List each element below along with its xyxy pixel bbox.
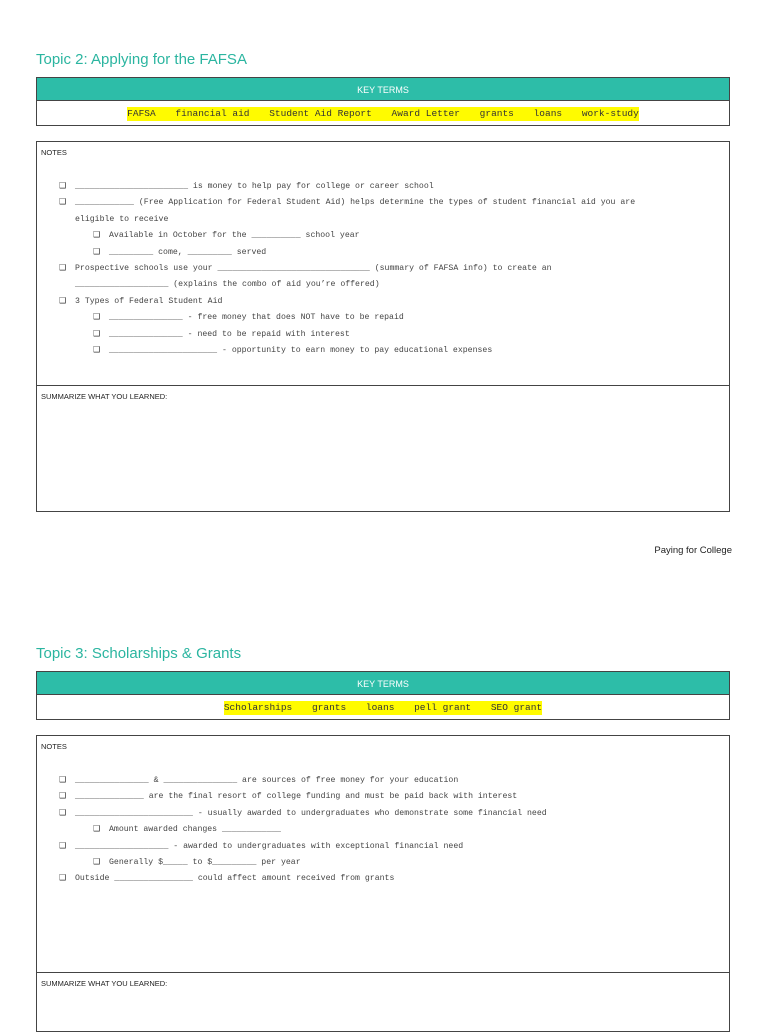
checkbox-bullet-icon: ❑ — [59, 263, 67, 272]
key-term: loans — [365, 702, 395, 713]
note-line: Available in October for the __________ school year — [109, 231, 360, 241]
notes-label: NOTES — [41, 148, 67, 157]
topic-2-notes-box[interactable] — [36, 141, 730, 386]
topic-3-notes-box[interactable] — [36, 735, 730, 973]
note-line: _______________ & _______________ are sources of free money for your education — [75, 776, 459, 785]
note-line: Amount awarded changes ____________ — [109, 825, 281, 835]
key-term: Award Letter — [391, 108, 460, 119]
note-line: Generally $_____ to $_________ per year — [109, 858, 301, 867]
topic-3-key-terms-header: KEY TERMS — [36, 671, 730, 695]
note-line: Prospective schools use your _______________________________ (summary of FAFSA info) to create an — [75, 264, 552, 273]
note-line: ______________ are the final resort of college funding and must be paid back with interest — [75, 792, 518, 802]
checkbox-bullet-icon: ❑ — [93, 328, 101, 338]
topic-2-key-terms-list — [127, 107, 639, 121]
checkbox-bullet-icon: ❑ — [59, 197, 67, 207]
topic-2-key-terms-header: KEY TERMS — [36, 77, 730, 101]
checkbox-bullet-icon: ❑ — [59, 873, 67, 883]
note-line: _________ come, _________ served — [109, 247, 267, 257]
checkbox-bullet-icon: ❑ — [93, 857, 101, 866]
topic-3-key-terms-list — [224, 701, 542, 715]
note-line: ___________________ (explains the combo of aid you’re offered) — [75, 280, 380, 290]
key-term: Scholarships — [223, 702, 293, 713]
key-term: grants — [311, 702, 347, 713]
page-footer: Paying for College — [654, 545, 732, 556]
note-line: _______________ - free money that does NOT have to be repaid — [109, 313, 404, 323]
note-line: _______________ - need to be repaid with interest — [109, 329, 350, 339]
checkbox-bullet-icon: ❑ — [59, 791, 67, 801]
note-line: eligible to receive — [75, 214, 169, 224]
key-term: SEO grant — [490, 702, 543, 713]
note-line: ___________________ - awarded to undergraduates with exceptional financial need — [75, 841, 464, 851]
key-term: financial aid — [175, 108, 250, 119]
key-term: pell grant — [414, 702, 472, 713]
topic-3-summary-box[interactable] — [36, 972, 730, 1032]
key-term: FAFSA — [127, 108, 156, 119]
topic-2-title: Topic 2: Applying for the FAFSA — [36, 51, 247, 68]
checkbox-bullet-icon: ❑ — [59, 775, 67, 784]
checkbox-bullet-icon: ❑ — [59, 807, 67, 817]
note-line: Outside ________________ could affect amount received from grants — [75, 874, 395, 884]
summary-label: SUMMARIZE WHAT YOU LEARNED: — [41, 392, 168, 401]
notes-label: NOTES — [41, 742, 67, 751]
checkbox-bullet-icon: ❑ — [59, 181, 67, 190]
note-line: ____________ (Free Application for Federal Student Aid) helps determine the types of student financial aid you are — [75, 198, 636, 208]
key-term: Student Aid Report — [269, 108, 372, 119]
note-line: ________________________ - usually awarded to undergraduates who demonstrate some financial need — [75, 808, 547, 818]
checkbox-bullet-icon: ❑ — [93, 345, 101, 354]
checkbox-bullet-icon: ❑ — [59, 295, 67, 305]
note-line: _______________________ is money to help pay for college or career school — [75, 182, 434, 191]
checkbox-bullet-icon: ❑ — [59, 840, 67, 850]
note-line: 3 Types of Federal Student Aid — [75, 296, 223, 306]
topic-2-key-terms-row — [36, 100, 730, 126]
checkbox-bullet-icon: ❑ — [93, 246, 101, 256]
topic-3-key-terms-row — [36, 694, 730, 720]
checkbox-bullet-icon: ❑ — [93, 312, 101, 322]
checkbox-bullet-icon: ❑ — [93, 230, 101, 240]
checkbox-bullet-icon: ❑ — [93, 824, 101, 834]
key-term: grants — [479, 108, 514, 119]
key-term: work-study — [581, 108, 639, 119]
summary-label: SUMMARIZE WHAT YOU LEARNED: — [41, 979, 168, 988]
topic-2-summary-box[interactable] — [36, 385, 730, 512]
key-term: loans — [533, 108, 563, 119]
note-line: ______________________ - opportunity to earn money to pay educational expenses — [109, 346, 493, 355]
topic-3-title: Topic 3: Scholarships & Grants — [36, 645, 242, 662]
